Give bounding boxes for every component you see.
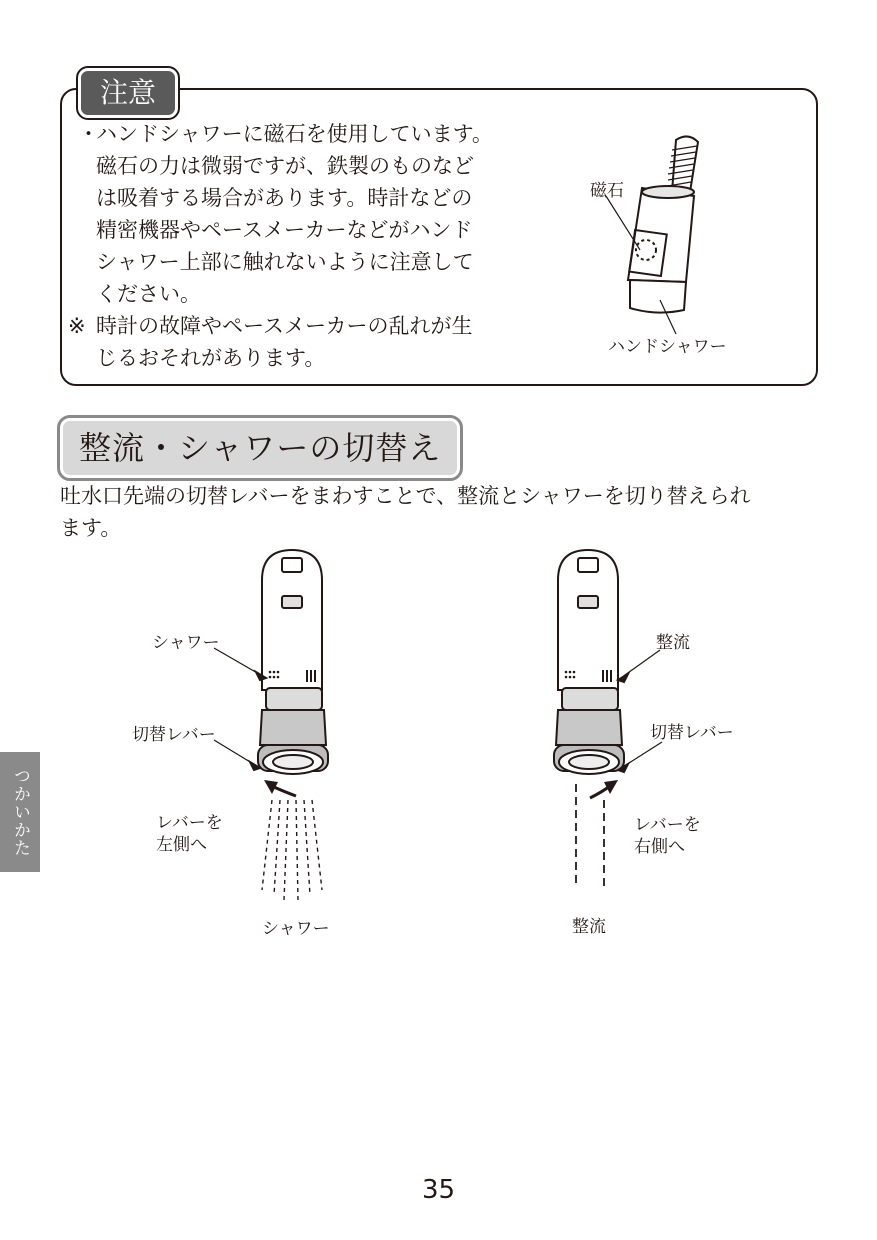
right-mode-label: 整流	[656, 633, 690, 653]
left-caption: シャワー	[262, 919, 330, 939]
caution-line: は吸着する場合があります。時計などの	[96, 186, 473, 210]
right-lever-label: 切替レバー	[650, 723, 734, 743]
right-caption: 整流	[572, 917, 606, 937]
intro-line: 吐水口先端の切替レバーをまわすことで、整流とシャワーを切り替えられ	[60, 484, 751, 508]
left-faucet-illustration	[214, 550, 328, 900]
hand-shower-label: ハンドシャワー	[608, 337, 727, 357]
left-direction-line: 左側へ	[156, 835, 207, 855]
caution-line: シャワー上部に触れないように注意して	[96, 250, 474, 274]
left-lever-label: 切替レバー	[132, 725, 216, 745]
bullet-mark: ・	[78, 122, 99, 146]
note-mark: ※	[68, 314, 86, 338]
section-title: 整流・シャワーの切替え	[60, 418, 460, 478]
intro-line: ます。	[60, 516, 122, 540]
note-line: 時計の故障やペースメーカーの乱れが生	[96, 314, 473, 338]
caution-line: ハンドシャワーに磁石を使用しています。	[96, 122, 493, 146]
right-direction-line: レバーを	[634, 815, 701, 835]
page-number: 35	[421, 1175, 456, 1205]
caution-line: ください。	[96, 282, 201, 306]
magnet-label: 磁石	[590, 181, 624, 201]
note-line: じるおそれがあります。	[96, 346, 326, 370]
caution-tag: 注意	[78, 68, 178, 118]
caution-line: 精密機器やペースメーカーなどがハンド	[96, 218, 473, 242]
left-mode-label: シャワー	[152, 633, 220, 653]
side-tab: つかいかた	[0, 752, 40, 872]
section-intro	[60, 480, 830, 544]
caution-line: 磁石の力は微弱ですが、鉄製のものなど	[96, 154, 474, 178]
hand-shower-illustration	[606, 136, 698, 334]
left-direction-line: レバーを	[156, 813, 223, 833]
right-direction-line: 右側へ	[634, 837, 685, 857]
